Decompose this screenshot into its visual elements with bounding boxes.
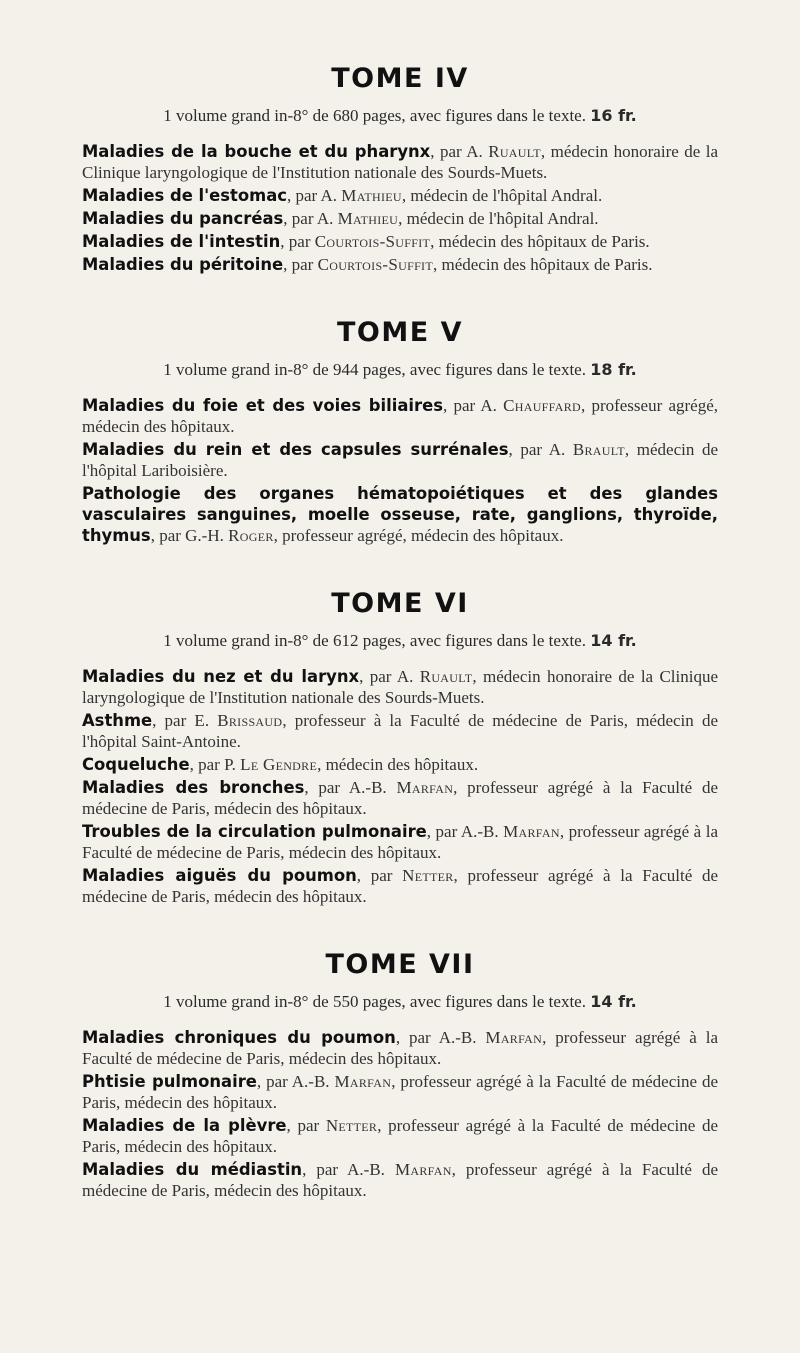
entry-title: Phtisie pulmonaire — [82, 1072, 257, 1091]
catalog-entry — [82, 754, 718, 775]
entry-author: Netter — [402, 866, 454, 885]
entry-description: , médecin de l'hôpital Andral. — [398, 209, 599, 228]
entry-description: , professeur à la Faculté de médecine de Paris, médecin de l'hôpital Saint-Antoine. — [82, 711, 718, 751]
entry-description: , professeur agrégé, médecin des hôpitaux. — [273, 526, 564, 545]
entry-byline: , par A. — [287, 186, 342, 205]
catalog-entry — [82, 777, 718, 819]
catalog-entry — [82, 141, 718, 183]
entry-description: , professeur agrégé à la Faculté de médecine de Paris, médecin des hôpitaux. — [82, 1116, 718, 1156]
entry-description: , professeur agrégé à la Faculté de médecine de Paris, médecin des hôpitaux. — [82, 1160, 718, 1200]
entry-author: Roger — [228, 526, 274, 545]
catalog-entry — [82, 231, 718, 252]
entry-author: Marfan — [503, 822, 560, 841]
tome-section-iv — [82, 0, 718, 275]
entry-byline: , par A. — [442, 396, 504, 415]
catalog-entry — [82, 439, 718, 481]
entry-description: , médecin des hôpitaux de Paris. — [430, 232, 650, 251]
entry-title: Maladies de l'estomac — [82, 186, 287, 205]
entry-byline: , par A. — [508, 440, 573, 459]
tome-title: TOME VII — [325, 949, 475, 980]
entry-author: Ruault — [488, 142, 541, 161]
entry-description: , médecin des hôpitaux. — [317, 755, 479, 774]
entry-byline: , par A. — [430, 142, 489, 161]
entry-description: , médecin honoraire de la Clinique laryngologique de l'Institution nationale des Sourds-Muets. — [82, 667, 719, 707]
entry-author: Chauffard — [503, 396, 581, 415]
tome-volume-info: 1 volume grand in-8° de 944 pages, avec figures dans le texte. — [163, 360, 586, 379]
entry-title: Maladies de la plèvre — [82, 1116, 287, 1135]
tome-price: 18 fr. — [590, 360, 637, 379]
entry-byline: , par — [286, 1116, 326, 1135]
catalog-entry — [82, 865, 718, 907]
entry-title: Maladies du péritoine — [82, 255, 284, 274]
catalog-entry — [82, 395, 718, 437]
entry-title: Maladies de l'intestin — [82, 232, 281, 251]
entry-author: Marfan — [394, 1160, 452, 1179]
tome-section-v — [82, 277, 718, 546]
tome-volume-info: 1 volume grand in-8° de 680 pages, avec figures dans le texte. — [163, 106, 586, 125]
tome-section-vii — [82, 909, 718, 1201]
entry-description: , professeur agrégé à la Faculté de médecine de Paris, médecin des hôpitaux. — [82, 778, 719, 818]
entry-description: , médecin de l'hôpital Lariboisière. — [82, 440, 718, 480]
entry-author: Mathieu — [337, 209, 399, 228]
entry-title: Maladies de la bouche et du pharynx — [82, 142, 431, 161]
catalog-entry — [82, 1071, 718, 1113]
entry-title: Maladies du foie et des voies biliaires — [82, 396, 443, 415]
entry-title: Maladies aiguës du poumon — [82, 866, 357, 885]
tome-meta — [82, 991, 718, 1013]
entry-byline: , par A.-B. — [304, 778, 397, 797]
tome-meta — [82, 105, 718, 127]
catalog-entry — [82, 1027, 718, 1069]
catalog-entry — [82, 710, 718, 752]
catalog-entry — [82, 1159, 718, 1201]
tome-meta — [82, 630, 718, 652]
entry-byline: , par A.-B. — [395, 1028, 486, 1047]
tome-title: TOME VI — [331, 588, 469, 619]
entry-description: , professeur agrégé à la Faculté de médecine de Paris, médecin des hôpitaux. — [82, 822, 719, 862]
entry-title: Asthme — [82, 711, 153, 730]
entry-description: , médecin honoraire de la Clinique laryngologique de l'Institution nationale des Sourds-Muets. — [82, 142, 718, 182]
entry-author: Courtois-Suffit — [317, 255, 433, 274]
entry-byline: , par P. — [189, 755, 241, 774]
entry-author: Courtois-Suffit — [314, 232, 431, 251]
entry-title: Troubles de la circulation pulmonaire — [82, 822, 427, 841]
entry-author: Netter — [325, 1116, 378, 1135]
entry-byline: , par E. — [152, 711, 218, 730]
entry-byline: , par — [280, 232, 315, 251]
entry-description: , médecin de l'hôpital Andral. — [401, 186, 603, 205]
entry-byline: , par — [283, 255, 318, 274]
catalog-entry — [82, 208, 718, 229]
entry-byline: , par A.-B. — [302, 1160, 395, 1179]
entry-description: , professeur agrégé à la Faculté de médecine de Paris, médecin des hôpitaux. — [82, 1028, 719, 1068]
catalog-entry — [82, 254, 718, 275]
entry-byline: , par A. — [359, 667, 420, 686]
tome-title: TOME V — [337, 317, 463, 348]
entry-byline: , par — [356, 866, 403, 885]
entry-byline: , par A. — [283, 209, 338, 228]
catalog-entry — [82, 821, 718, 863]
entry-author: Brissaud — [217, 711, 283, 730]
entry-description: , professeur agrégé à la Faculté de médecine de Paris, médecin des hôpitaux. — [82, 866, 718, 906]
entry-title: Maladies du pancréas — [82, 209, 284, 228]
tome-volume-info: 1 volume grand in-8° de 550 pages, avec figures dans le texte. — [163, 992, 586, 1011]
entry-author: Marfan — [485, 1028, 543, 1047]
entry-author: Mathieu — [341, 186, 402, 205]
entry-author: Le Gendre — [240, 755, 318, 774]
catalog-entry — [82, 483, 718, 546]
entry-title: Maladies du nez et du larynx — [82, 667, 360, 686]
entry-author: Marfan — [334, 1072, 392, 1091]
tome-meta — [82, 359, 718, 381]
entry-author: Marfan — [396, 778, 454, 797]
catalog-entry — [82, 1115, 718, 1157]
tome-price: 14 fr. — [590, 992, 637, 1011]
entry-description: , professeur agrégé, médecin des hôpitaux. — [82, 396, 718, 436]
tome-price: 16 fr. — [590, 106, 637, 125]
entry-author: Ruault — [419, 667, 473, 686]
entry-description: , médecin des hôpitaux de Paris. — [432, 255, 653, 274]
entry-title: Coqueluche — [82, 755, 190, 774]
entry-description: , professeur agrégé à la Faculté de médecine de Paris, médecin des hôpitaux. — [82, 1072, 718, 1112]
entry-title: Pathologie des organes hématopoiétiques et des glandes vasculaires sanguines, moelle osseuse, rate, ganglions, thyroïde, thymus — [82, 484, 718, 545]
catalog-page — [82, 0, 718, 1203]
entry-title: Maladies du médiastin — [82, 1160, 303, 1179]
entry-byline: , par A.-B. — [256, 1072, 335, 1091]
entry-byline: , par A.-B. — [426, 822, 504, 841]
tome-price: 14 fr. — [590, 631, 637, 650]
catalog-entry — [82, 666, 718, 708]
tome-volume-info: 1 volume grand in-8° de 612 pages, avec figures dans le texte. — [163, 631, 586, 650]
entry-author: Brault — [572, 440, 625, 459]
entry-title: Maladies des bronches — [82, 778, 305, 797]
entry-title: Maladies chroniques du poumon — [82, 1028, 396, 1047]
tome-section-vi — [82, 548, 718, 907]
tome-title: TOME IV — [331, 63, 469, 94]
entry-byline: , par G.-H. — [150, 526, 229, 545]
entry-title: Maladies du rein et des capsules surrénales — [82, 440, 509, 459]
catalog-entry — [82, 185, 718, 206]
